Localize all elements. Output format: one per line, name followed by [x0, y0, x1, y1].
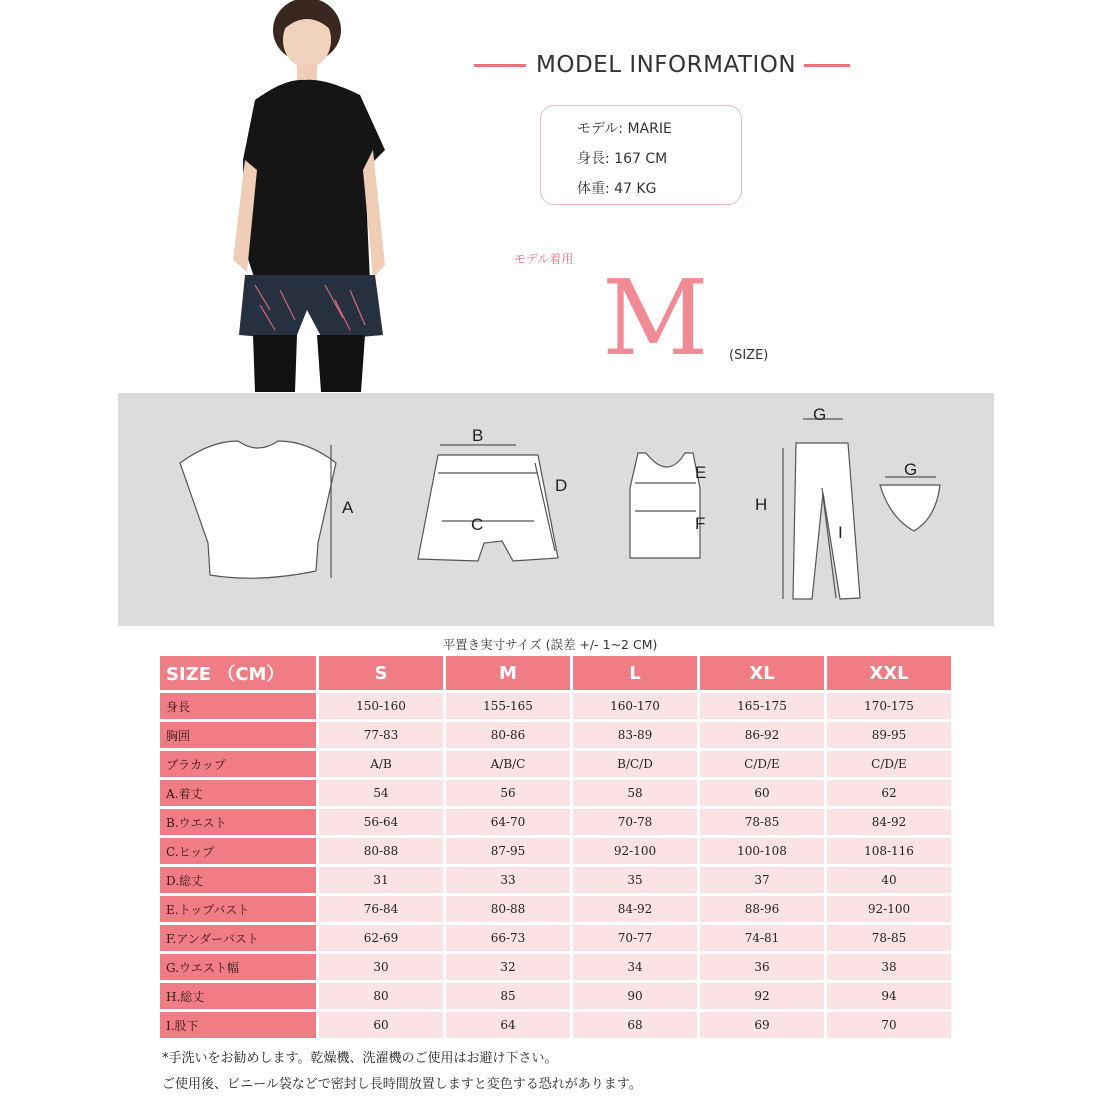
row-label: B.ウエスト [160, 809, 316, 835]
header-m: M [446, 656, 570, 690]
header-l: L [573, 656, 697, 690]
table-cell: 64-70 [446, 809, 570, 835]
table-cell: 88-96 [700, 896, 824, 922]
table-cell: 31 [319, 867, 443, 893]
table-row [160, 925, 951, 951]
label-a: A [342, 498, 354, 517]
label-e: E [695, 463, 707, 482]
table-header-row [160, 656, 951, 690]
table-cell: 165-175 [700, 693, 824, 719]
model-wear-label: モデル着用 [514, 252, 574, 266]
table-cell: 86-92 [700, 722, 824, 748]
table-cell: 70-78 [573, 809, 697, 835]
bra-top-drawing [630, 453, 700, 558]
table-row [160, 1012, 951, 1038]
table-cell: A/B [319, 751, 443, 777]
table-cell: 62-69 [319, 925, 443, 951]
label-b: B [472, 426, 484, 445]
table-row [160, 809, 951, 835]
table-cell: 92 [700, 983, 824, 1009]
model-info-box [540, 105, 742, 205]
table-cell: 32 [446, 954, 570, 980]
table-cell: 66-73 [446, 925, 570, 951]
table-cell: 60 [700, 780, 824, 806]
label-d: D [555, 476, 568, 495]
table-cell: 94 [827, 983, 951, 1009]
table-cell: 170-175 [827, 693, 951, 719]
model-info-title: MODEL INFORMATION [536, 52, 797, 78]
table-cell: 70-77 [573, 925, 697, 951]
table-cell: 78-85 [827, 925, 951, 951]
row-label: D.総丈 [160, 867, 316, 893]
table-row [160, 954, 951, 980]
table-row [160, 983, 951, 1009]
table-row [160, 693, 951, 719]
table-cell: 30 [319, 954, 443, 980]
model-name: モデル: MARIE [577, 121, 672, 137]
table-cell: C/D/E [827, 751, 951, 777]
table-cell: 160-170 [573, 693, 697, 719]
row-label: C.ヒップ [160, 838, 316, 864]
row-label: H.総丈 [160, 983, 316, 1009]
table-cell: 78-85 [700, 809, 824, 835]
title-rule-left [474, 64, 526, 67]
label-i: I [838, 523, 843, 542]
row-label: I.股下 [160, 1012, 316, 1038]
table-cell: 68 [573, 1012, 697, 1038]
model-size-letter: M [602, 257, 709, 379]
label-g-brief: G [904, 460, 918, 479]
model-photo [225, 0, 430, 392]
table-cell: 36 [700, 954, 824, 980]
label-h: H [755, 495, 768, 514]
table-cell: 56 [446, 780, 570, 806]
table-cell: 92-100 [827, 896, 951, 922]
table-cell: 37 [700, 867, 824, 893]
table-cell: 62 [827, 780, 951, 806]
row-label: 身長 [160, 693, 316, 719]
table-cell: 58 [573, 780, 697, 806]
header-size: SIZE （CM） [160, 656, 316, 690]
table-row [160, 896, 951, 922]
table-cell: 80 [319, 983, 443, 1009]
table-cell: 60 [319, 1012, 443, 1038]
size-suffix: (SIZE) [729, 348, 769, 363]
table-caption: 平置き実寸サイズ (誤差 +/- 1~2 CM) [442, 637, 658, 652]
table-cell: 35 [573, 867, 697, 893]
table-cell: 89-95 [827, 722, 951, 748]
table-cell: 70 [827, 1012, 951, 1038]
table-cell: 84-92 [827, 809, 951, 835]
row-label: A.着丈 [160, 780, 316, 806]
table-cell: 155-165 [446, 693, 570, 719]
row-label: G.ウエスト幅 [160, 954, 316, 980]
header-s: S [319, 656, 443, 690]
table-cell: 80-86 [446, 722, 570, 748]
table-cell: 69 [700, 1012, 824, 1038]
care-note-1: *手洗いをお勧めします。乾燥機、洗濯機のご使用はお避け下さい。 [162, 1051, 558, 1066]
table-cell: 54 [319, 780, 443, 806]
table-cell: 90 [573, 983, 697, 1009]
care-note-2: ご使用後、ビニール袋などで密封し長時間放置しますと変色する恐れがあります。 [162, 1077, 642, 1092]
table-cell: 64 [446, 1012, 570, 1038]
label-c: C [471, 515, 484, 534]
row-label: 胸囲 [160, 722, 316, 748]
table-cell: 92-100 [573, 838, 697, 864]
label-g: G [813, 405, 827, 424]
title-rule-right [804, 64, 850, 67]
table-cell: C/D/E [700, 751, 824, 777]
table-row [160, 751, 951, 777]
table-cell: 83-89 [573, 722, 697, 748]
table-row [160, 867, 951, 893]
table-cell: 77-83 [319, 722, 443, 748]
measurement-diagram [118, 393, 994, 626]
table-cell: 108-116 [827, 838, 951, 864]
table-cell: A/B/C [446, 751, 570, 777]
model-weight: 体重: 47 KG [577, 181, 657, 197]
table-row [160, 722, 951, 748]
table-cell: 150-160 [319, 693, 443, 719]
table-cell: 87-95 [446, 838, 570, 864]
table-cell: 56-64 [319, 809, 443, 835]
model-height: 身長: 167 CM [577, 151, 668, 167]
table-cell: 33 [446, 867, 570, 893]
table-cell: 84-92 [573, 896, 697, 922]
row-label: F.アンダーバスト [160, 925, 316, 951]
table-cell: 38 [827, 954, 951, 980]
table-cell: 34 [573, 954, 697, 980]
row-label: ブラカップ [160, 751, 316, 777]
table-cell: B/C/D [573, 751, 697, 777]
header-xxl: XXL [827, 656, 951, 690]
header-xl: XL [700, 656, 824, 690]
table-cell: 100-108 [700, 838, 824, 864]
table-cell: 85 [446, 983, 570, 1009]
table-cell: 80-88 [319, 838, 443, 864]
label-f: F [695, 514, 706, 533]
size-table [157, 653, 954, 1041]
row-label: E.トップバスト [160, 896, 316, 922]
table-cell: 74-81 [700, 925, 824, 951]
table-cell: 40 [827, 867, 951, 893]
table-row [160, 780, 951, 806]
table-cell: 76-84 [319, 896, 443, 922]
table-cell: 80-88 [446, 896, 570, 922]
table-row [160, 838, 951, 864]
